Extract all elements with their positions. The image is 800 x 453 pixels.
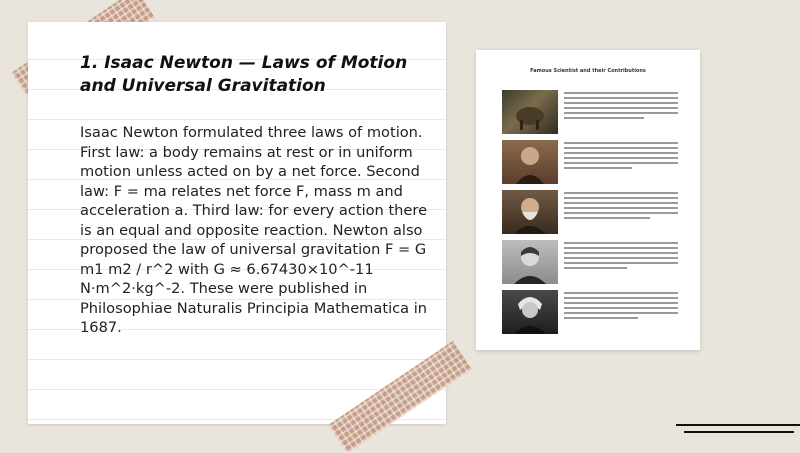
entry-text: [564, 142, 678, 172]
document-entry: [502, 290, 680, 336]
entry-text: [564, 292, 678, 322]
document-image: [476, 50, 700, 350]
document-entry: [502, 240, 680, 286]
slide-body-text: Isaac Newton formulated three laws of motion. First law: a body remains at rest or in uniform motion unless acted on by a net force. Second law: F = ma relates net force F, mass m and acceleration a. Third law: for every action there is an equal and opposite reaction. Newton also proposed the law of universal gravitation F = G m1 m2 / r^2 with G ≈ 6.67430×10^-11 N·m^2·kg^-2. These were published in Philosophiae Naturalis Principia Mathematica in 1687.: [80, 124, 428, 336]
portrait-image: [502, 290, 558, 334]
entry-text: [564, 242, 678, 272]
decorative-lines: [676, 424, 800, 438]
portrait-image: [502, 140, 558, 184]
slide-title: 1. Isaac Newton — Laws of Motion and Universal Gravitation: [80, 53, 408, 96]
portrait-image: [502, 240, 558, 284]
document-title: Famous Scientist and their Contributions: [530, 68, 646, 74]
entry-text: [564, 192, 678, 222]
document-entry: [502, 190, 680, 236]
portrait-image: [502, 190, 558, 234]
portrait-image: [502, 90, 558, 134]
document-entry: [502, 90, 680, 136]
document-entry: [502, 140, 680, 186]
entry-text: [564, 92, 678, 122]
